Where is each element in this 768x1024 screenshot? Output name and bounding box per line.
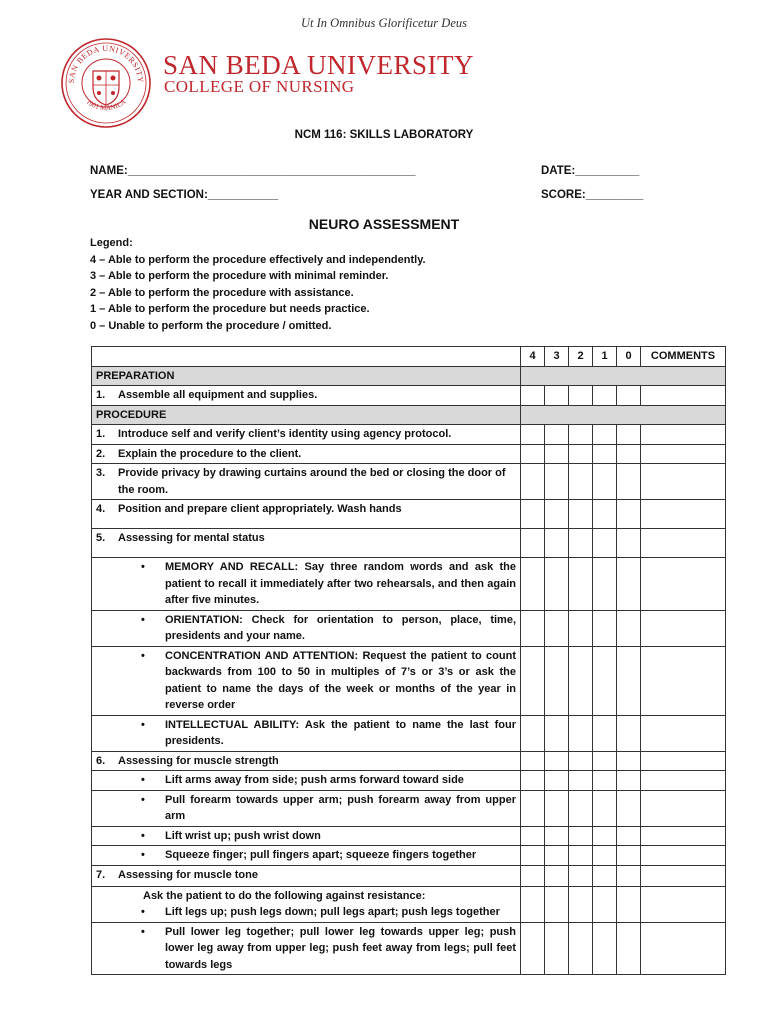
score-cell[interactable] (593, 826, 617, 846)
score-cell[interactable] (569, 865, 593, 886)
bullet-icon: • (141, 613, 145, 626)
item-text: Assessing for muscle strength (118, 754, 279, 767)
comment-cell[interactable] (641, 771, 726, 791)
item-text: Check for orientation to person, place, time, presidents and your name. (165, 613, 516, 642)
score-header-3: 3 (545, 347, 569, 367)
score-cell[interactable] (545, 865, 569, 886)
score-cell[interactable] (521, 922, 545, 975)
item-text: Lift legs up; push legs down; pull legs apart; push legs together (165, 906, 500, 918)
section-row-procedure (92, 405, 726, 425)
score-cell[interactable] (617, 529, 641, 558)
comment-cell[interactable] (641, 751, 726, 771)
table-row (92, 886, 726, 922)
document-title: NEURO ASSESSMENT (308, 216, 460, 232)
comment-cell[interactable] (641, 529, 726, 558)
section-label: PREPARATION (92, 366, 521, 386)
comment-cell[interactable] (641, 826, 726, 846)
item-text: Explain the procedure to the client. (118, 447, 302, 460)
score-cell[interactable] (545, 444, 569, 464)
item-number: 7. (96, 868, 106, 881)
score-cell[interactable] (569, 529, 593, 558)
item-number: 3. (96, 467, 106, 479)
score-cell[interactable] (545, 425, 569, 445)
score-cell[interactable] (569, 751, 593, 771)
item-text: Squeeze finger; pull fingers apart; squeeze fingers together (165, 849, 477, 861)
comment-cell[interactable] (641, 922, 726, 975)
table-row (92, 751, 726, 771)
score-cell[interactable] (521, 826, 545, 846)
item-text: Say three random words and ask the patient to recall it immediately after two rehearsals, and then again after five minutes. (165, 561, 516, 606)
score-cell[interactable] (569, 886, 593, 922)
table-row (92, 715, 726, 751)
score-cell[interactable] (545, 826, 569, 846)
score-cell[interactable] (569, 715, 593, 751)
score-cell[interactable] (593, 751, 617, 771)
item-text: Assemble all equipment and supplies. (118, 389, 318, 401)
item-label: INTELLECTUAL ABILITY: (165, 718, 300, 731)
score-cell[interactable] (545, 886, 569, 922)
score-cell[interactable] (545, 646, 569, 715)
item-text: Lift wrist up; push wrist down (165, 829, 321, 842)
score-cell[interactable] (617, 425, 641, 445)
table-row (92, 790, 726, 826)
score-cell[interactable] (521, 444, 545, 464)
comment-cell[interactable] (641, 790, 726, 826)
score-cell[interactable] (569, 790, 593, 826)
score-cell[interactable] (593, 771, 617, 791)
score-cell[interactable] (569, 922, 593, 975)
score-cell[interactable] (521, 646, 545, 715)
item-label: MEMORY AND RECALL: (165, 561, 299, 573)
item-text: Ask the patient to do the following against resistance: (143, 889, 426, 902)
score-cell[interactable] (617, 610, 641, 646)
score-cell[interactable] (521, 529, 545, 558)
score-cell[interactable] (521, 464, 545, 500)
score-cell[interactable] (545, 771, 569, 791)
item-text: Provide privacy by drawing curtains around the bed or closing the door of the room. (118, 467, 506, 496)
table-row (92, 386, 726, 406)
score-cell[interactable] (521, 846, 545, 866)
item-label: ORIENTATION: (165, 613, 243, 626)
score-cell[interactable] (569, 500, 593, 529)
item-number: 1. (96, 428, 106, 440)
comment-cell[interactable] (641, 715, 726, 751)
score-field[interactable]: SCORE:_________ (541, 189, 644, 201)
score-cell[interactable] (569, 771, 593, 791)
item-number: 2. (96, 447, 106, 460)
score-cell[interactable] (617, 846, 641, 866)
score-header-0: 0 (617, 347, 641, 367)
score-cell[interactable] (593, 558, 617, 611)
svg-text:SAN BEDA UNIVERSITY: SAN BEDA UNIVERSITY (66, 43, 146, 84)
table-row (92, 610, 726, 646)
score-cell[interactable] (545, 464, 569, 500)
score-cell[interactable] (545, 386, 569, 406)
bullet-icon: • (141, 906, 145, 918)
header-row (92, 347, 726, 367)
score-cell[interactable] (617, 646, 641, 715)
table-row (92, 771, 726, 791)
item-label: CONCENTRATION AND ATTENTION: (165, 649, 359, 662)
score-cell[interactable] (521, 751, 545, 771)
item-text: Introduce self and verify client’s identity using agency protocol. (118, 428, 452, 440)
comment-cell[interactable] (641, 558, 726, 611)
bullet-icon: • (141, 561, 145, 573)
score-cell[interactable] (545, 922, 569, 975)
name-field[interactable]: NAME:_____________________________________________ (90, 165, 416, 177)
score-cell[interactable] (569, 444, 593, 464)
score-cell[interactable] (521, 771, 545, 791)
score-cell[interactable] (569, 646, 593, 715)
section-row-preparation (92, 366, 726, 386)
score-cell[interactable] (593, 464, 617, 500)
comment-cell[interactable] (641, 386, 726, 406)
bullet-icon: • (141, 649, 145, 662)
score-cell[interactable] (521, 425, 545, 445)
legend-item: 1 – Able to perform the procedure but needs practice. (90, 303, 370, 315)
legend-item: 3 – Able to perform the procedure with minimal reminder. (90, 270, 389, 282)
score-header-1: 1 (593, 347, 617, 367)
legend-item: 2 – Able to perform the procedure with assistance. (90, 286, 354, 299)
score-cell[interactable] (545, 751, 569, 771)
score-cell[interactable] (569, 610, 593, 646)
score-cell[interactable] (617, 771, 641, 791)
svg-text:1901 MANILA: 1901 MANILA (84, 97, 128, 113)
score-cell[interactable] (545, 846, 569, 866)
score-cell[interactable] (521, 865, 545, 886)
score-cell[interactable] (593, 886, 617, 922)
bullet-icon: • (141, 829, 145, 842)
score-cell[interactable] (569, 558, 593, 611)
table-row (92, 425, 726, 445)
score-cell[interactable] (617, 715, 641, 751)
legend-item: 0 – Unable to perform the procedure / omitted. (90, 319, 332, 332)
university-name: SAN BEDA UNIVERSITY (163, 50, 475, 80)
bullet-icon: • (141, 718, 145, 731)
table-row (92, 464, 726, 500)
table-row (92, 646, 726, 715)
score-cell[interactable] (617, 826, 641, 846)
score-cell[interactable] (593, 790, 617, 826)
score-cell[interactable] (521, 610, 545, 646)
item-number: 1. (96, 389, 106, 401)
legend-item: 4 – Able to perform the procedure effectively and independently. (90, 253, 426, 266)
item-number: 6. (96, 754, 106, 767)
score-cell[interactable] (545, 715, 569, 751)
score-cell[interactable] (617, 751, 641, 771)
score-cell[interactable] (521, 386, 545, 406)
score-cell[interactable] (521, 790, 545, 826)
item-text: Position and prepare client appropriately. Wash hands (118, 503, 402, 515)
score-cell[interactable] (593, 500, 617, 529)
bullet-icon: • (141, 793, 145, 806)
score-cell[interactable] (521, 715, 545, 751)
score-cell[interactable] (617, 886, 641, 922)
bullet-icon: • (141, 849, 145, 861)
comment-cell[interactable] (641, 444, 726, 464)
bullet-icon: • (141, 925, 145, 938)
legend (90, 235, 426, 334)
item-number: 5. (96, 532, 106, 544)
score-cell[interactable] (521, 500, 545, 529)
score-cell[interactable] (617, 500, 641, 529)
score-cell[interactable] (617, 865, 641, 886)
score-cell[interactable] (593, 425, 617, 445)
college-name: COLLEGE OF NURSING (164, 77, 355, 96)
score-cell[interactable] (593, 610, 617, 646)
score-cell[interactable] (569, 826, 593, 846)
comment-cell[interactable] (641, 865, 726, 886)
score-cell[interactable] (593, 846, 617, 866)
comment-cell[interactable] (641, 646, 726, 715)
item-text: Assessing for muscle tone (118, 868, 258, 881)
item-number: 4. (96, 503, 106, 515)
score-cell[interactable] (593, 529, 617, 558)
score-cell[interactable] (617, 444, 641, 464)
score-cell[interactable] (545, 558, 569, 611)
item-text: Lift arms away from side; push arms forward toward side (165, 774, 464, 786)
score-cell[interactable] (545, 529, 569, 558)
legend-heading: Legend: (90, 237, 133, 249)
course-title: NCM 116: SKILLS LABORATORY (294, 129, 474, 141)
comment-cell[interactable] (641, 846, 726, 866)
score-cell[interactable] (545, 790, 569, 826)
table-row (92, 444, 726, 464)
item-text: Pull forearm towards upper arm; push forearm away from upper arm (165, 793, 516, 822)
item-header-cell (92, 347, 521, 367)
section-label: PROCEDURE (92, 405, 521, 425)
item-text: Assessing for mental status (118, 532, 265, 544)
score-cell[interactable] (569, 386, 593, 406)
comment-cell[interactable] (641, 425, 726, 445)
score-cell[interactable] (617, 386, 641, 406)
university-seal-icon (60, 37, 152, 129)
score-cell[interactable] (617, 558, 641, 611)
score-header-4: 4 (521, 347, 545, 367)
score-cell[interactable] (593, 715, 617, 751)
table-row (92, 826, 726, 846)
table-row (92, 500, 726, 529)
score-cell[interactable] (521, 558, 545, 611)
item-text: Pull lower leg together; pull lower leg towards upper leg; push lower leg away from upper leg; push feet away from legs; pull feet towards legs (165, 925, 516, 971)
score-cell[interactable] (617, 464, 641, 500)
score-cell[interactable] (593, 646, 617, 715)
comment-cell[interactable] (641, 464, 726, 500)
comment-cell[interactable] (641, 886, 726, 922)
score-cell[interactable] (593, 922, 617, 975)
item-text: Ask the patient to name the last four presidents. (165, 718, 516, 747)
score-cell[interactable] (521, 886, 545, 922)
motto: Ut In Omnibus Glorificetur Deus (301, 16, 467, 30)
score-cell[interactable] (569, 464, 593, 500)
comment-cell[interactable] (641, 500, 726, 529)
comments-header: COMMENTS (641, 347, 726, 367)
table-row (92, 558, 726, 611)
score-cell[interactable] (545, 500, 569, 529)
score-cell[interactable] (593, 386, 617, 406)
comment-cell[interactable] (641, 610, 726, 646)
score-cell[interactable] (593, 865, 617, 886)
table-row (92, 922, 726, 975)
score-cell[interactable] (617, 922, 641, 975)
table-row (92, 529, 726, 558)
score-cell[interactable] (617, 790, 641, 826)
score-header-2: 2 (569, 347, 593, 367)
year-section-field[interactable]: YEAR AND SECTION:___________ (90, 189, 279, 201)
date-field[interactable]: DATE:__________ (541, 165, 640, 177)
score-cell[interactable] (569, 425, 593, 445)
table-row (92, 865, 726, 886)
assessment-table (91, 346, 726, 975)
bullet-icon: • (141, 774, 145, 786)
item-text: Request the patient to count backwards from 100 to 50 in multiples of 7’s or 3’s or ask the patient to name the days of the week or months of the year in reverse order (165, 649, 516, 711)
score-cell[interactable] (569, 846, 593, 866)
score-cell[interactable] (593, 444, 617, 464)
table-row (92, 846, 726, 866)
score-cell[interactable] (545, 610, 569, 646)
